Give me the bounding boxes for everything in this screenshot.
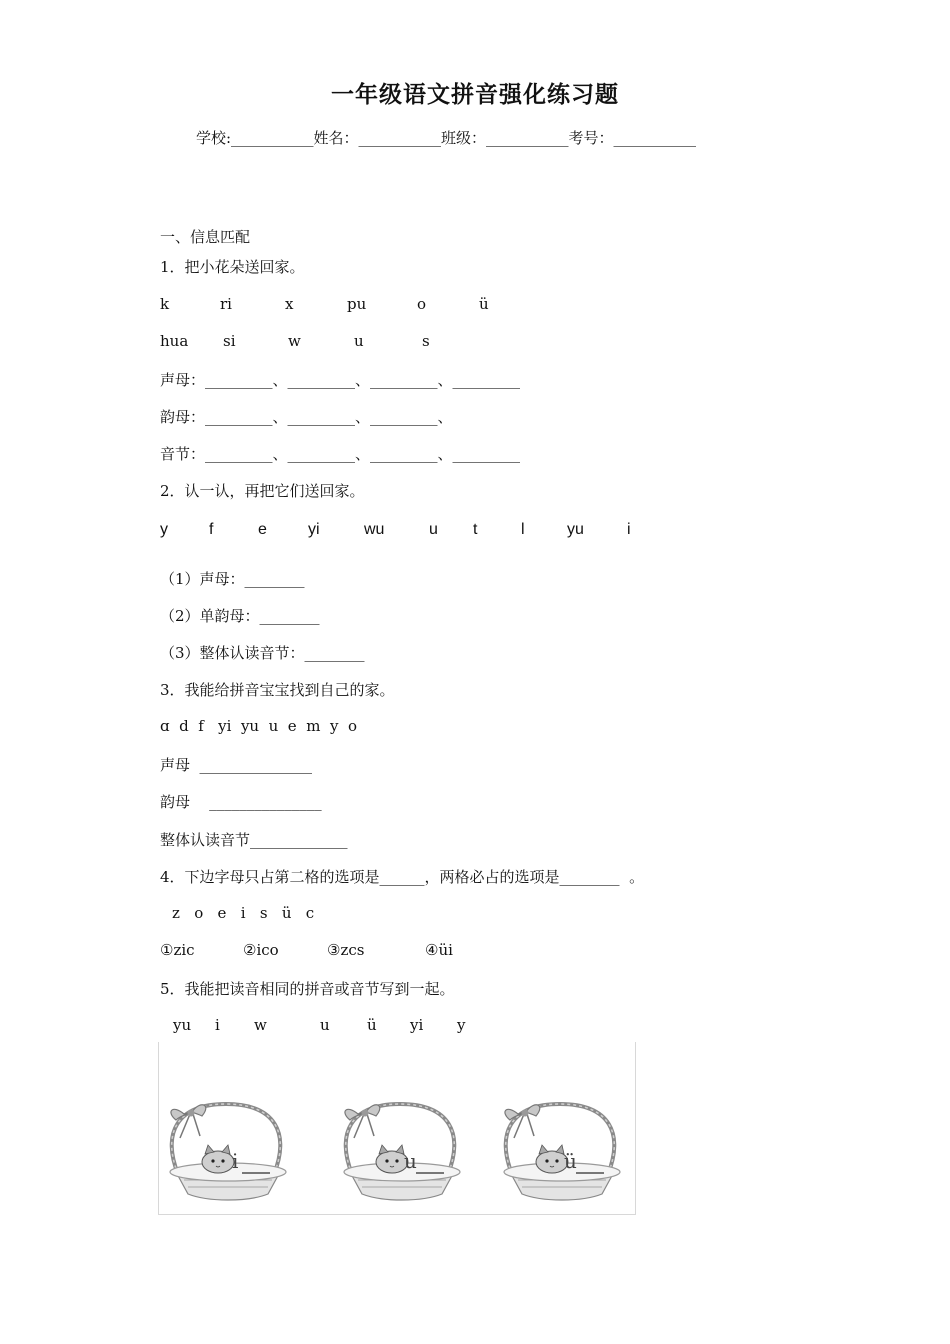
q1-letter: o	[417, 295, 427, 313]
q1-letter: pu	[347, 295, 367, 313]
basket-label: i	[232, 1149, 239, 1173]
q1-letter: hua	[160, 332, 189, 350]
q1-letter: ü	[479, 295, 489, 313]
q5-letter: y	[457, 1016, 466, 1034]
q5-letter: yu	[173, 1016, 192, 1034]
q4-option[interactable]: ①zic	[160, 941, 195, 959]
question-1-stem: 1．把小花朵送回家。	[160, 258, 305, 276]
q1-letter: w	[288, 332, 301, 350]
q1-letter: u	[354, 332, 364, 350]
q1-letter: k	[160, 295, 170, 313]
q2-letter: yu	[567, 521, 584, 538]
page-title: 一年级语文拼音强化练习题	[331, 81, 619, 108]
q3-shengmu-line[interactable]: 声母 _______________	[160, 756, 313, 774]
q2-letter: f	[209, 521, 214, 538]
question-3-stem: 3．我能给拼音宝宝找到自己的家。	[160, 681, 395, 699]
basket-label: ü	[564, 1149, 577, 1173]
q2-letter: u	[429, 521, 438, 538]
q5-letter: yi	[410, 1016, 424, 1034]
q2-answer-shengmu[interactable]: （1）声母：________	[160, 570, 305, 588]
q2-letter: l	[521, 521, 525, 538]
section-heading: 一、信息匹配	[160, 228, 251, 246]
question-4-stem: 4．下边字母只占第二格的选项是______，两格必占的选项是________ 。	[160, 868, 645, 886]
q1-letter: x	[285, 295, 294, 313]
q2-letter: t	[473, 521, 478, 538]
q4-option[interactable]: ②ico	[243, 941, 279, 959]
q2-answer-danyunmu[interactable]: （2）单韵母：________	[160, 607, 320, 625]
q5-letter: i	[215, 1016, 220, 1034]
q4-option[interactable]: ③zcs	[327, 941, 365, 959]
q5-letter: ü	[367, 1016, 377, 1034]
q1-letter: s	[422, 332, 430, 350]
student-info-line: 学校:___________姓名：___________班级：___________考号：___________	[196, 129, 697, 147]
q5-letter: w	[254, 1016, 267, 1034]
q3-zhengti-line[interactable]: 整体认读音节_____________	[160, 831, 348, 849]
q2-letter: e	[258, 521, 267, 538]
q4-letters: z o e i s ü c	[172, 904, 315, 922]
q2-letter: wu	[364, 521, 385, 538]
q1-yinjie-answer-line[interactable]: 音节：_________、_________、_________、_________	[160, 445, 521, 463]
q2-letter: i	[627, 521, 631, 538]
basket-label: u	[404, 1149, 417, 1173]
q5-letter: u	[320, 1016, 330, 1034]
q1-letter: si	[223, 332, 236, 350]
q3-letters: ɑ d f yi yu u e m y o	[160, 717, 358, 735]
q2-answer-zhengti[interactable]: （3）整体认读音节：________	[160, 644, 365, 662]
q1-letter: ri	[220, 295, 232, 313]
q1-yunmu-answer-line[interactable]: 韵母：_________、_________、_________、	[160, 408, 453, 426]
q4-option[interactable]: ④üi	[425, 941, 453, 959]
q1-shengmu-answer-line[interactable]: 声母：_________、_________、_________、_________	[160, 371, 521, 389]
basket-illustration	[158, 1042, 636, 1215]
q2-letter: yi	[308, 521, 320, 538]
question-2-stem: 2．认一认，再把它们送回家。	[160, 482, 365, 500]
q3-yunmu-line[interactable]: 韵母 _______________	[160, 793, 322, 811]
q2-letter: y	[160, 521, 168, 538]
question-5-stem: 5．我能把读音相同的拼音或音节写到一起。	[160, 980, 455, 998]
